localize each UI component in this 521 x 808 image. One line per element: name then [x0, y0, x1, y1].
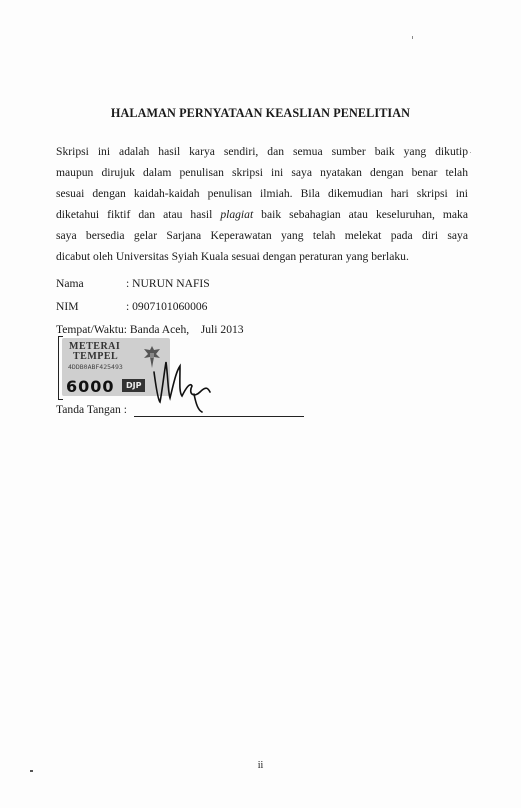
plagiat-word: plagiat [220, 208, 254, 221]
nim-field [56, 300, 207, 313]
paragraph-line: Skripsi ini adalah hasil karya sendiri, dan semua sumber baik yang dikutip [56, 145, 468, 158]
paragraph-line-end: baik sebahagian atau keseluruhan, maka [253, 208, 468, 221]
stamp-issuer: DJP [122, 379, 145, 392]
scan-speck [470, 152, 471, 153]
paragraph-line-start: diketahui fiktif dan atau hasil [56, 208, 221, 221]
statement-paragraph [56, 141, 468, 267]
signature-line [134, 416, 304, 417]
handwritten-signature [150, 352, 220, 414]
page-number: ii [257, 760, 264, 771]
tempat-waktu: Tempat/Waktu: Banda Aceh, Juli 2013 [56, 323, 244, 336]
nim-label: NIM [56, 300, 79, 313]
stamp-line2: TEMPEL [73, 351, 119, 362]
stamp-code: 4DDB0ABF425493 [68, 363, 123, 371]
scan-speck [412, 36, 413, 39]
paragraph-line: saya bersedia gelar Sarjana Keperawatan yang telah melekat pada diri saya [56, 229, 468, 242]
paragraph-line: sesuai dengan kaidah-kaidah penulisan ilmiah. Bila dikemudian hari skripsi ini [56, 187, 468, 200]
scan-speck [30, 770, 33, 772]
document-title: HALAMAN PERNYATAAN KEASLIAN PENELITIAN [110, 106, 411, 120]
paragraph-line [56, 204, 468, 225]
nama-label: Nama [56, 277, 84, 290]
paragraph-line: maupun dirujuk dalam penulisan skripsi ini saya nyatakan dengan benar telah [56, 166, 468, 179]
nim-value: : 0907101060006 [126, 300, 208, 313]
paragraph-line: dicabut oleh Universitas Syiah Kuala sesuai dengan peraturan yang berlaku. [56, 250, 409, 263]
nama-field [56, 277, 210, 290]
stamp-line1: METERAI [69, 341, 121, 352]
signature-label: Tanda Tangan : [56, 403, 127, 416]
stamp-value: 6000 [66, 377, 115, 396]
nama-value: : NURUN NAFIS [126, 277, 210, 290]
